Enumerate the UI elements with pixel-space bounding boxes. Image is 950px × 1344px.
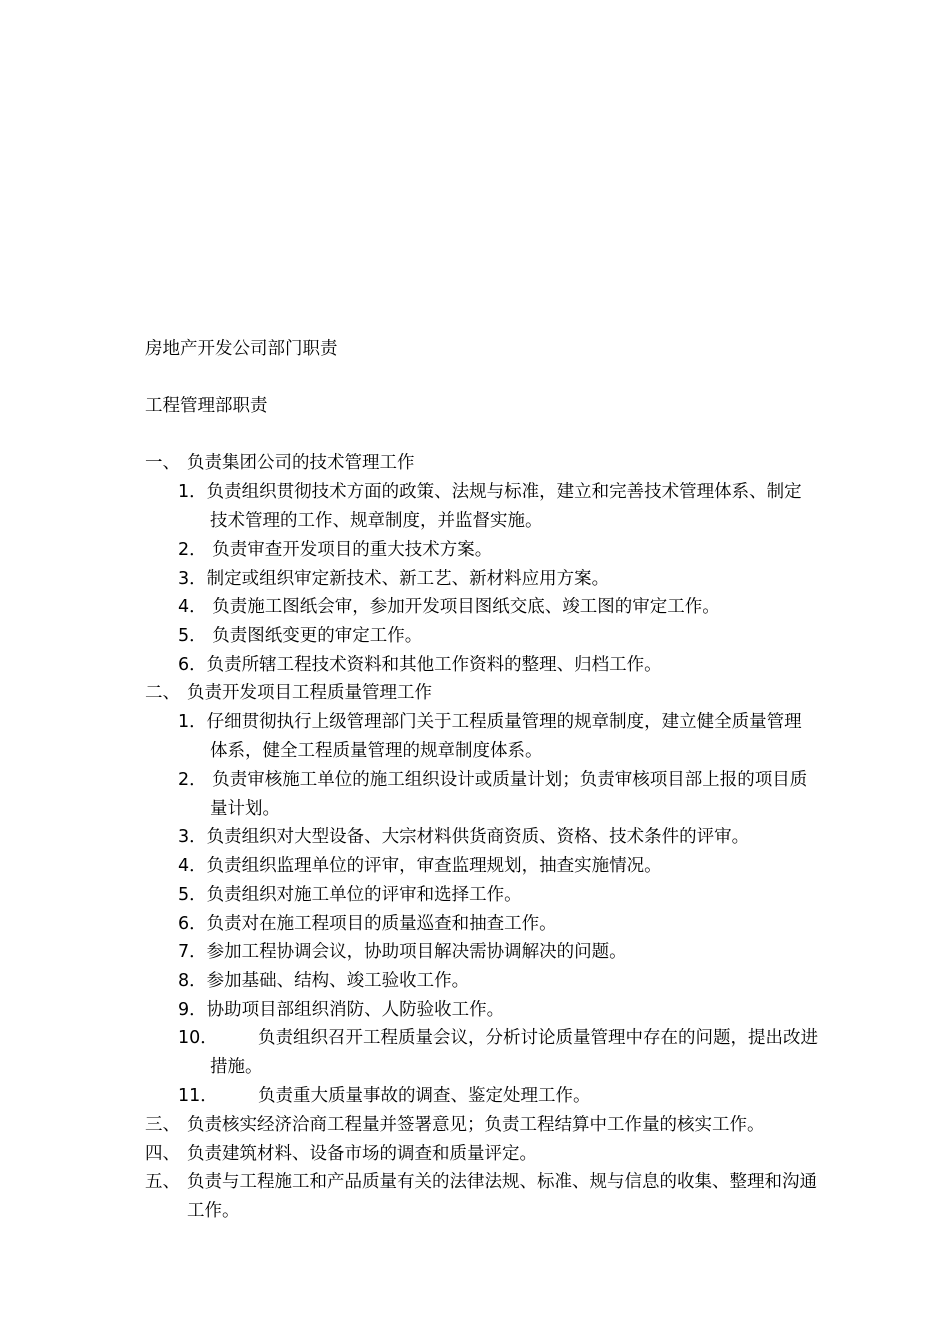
section-4-number: 四、: [145, 1144, 180, 1164]
section-3-heading: 负责核实经济洽商工程量并签署意见；负责工程结算中工作量的核实工作。: [187, 1115, 765, 1135]
section-2-item-10-cont: 措施。: [210, 1057, 263, 1077]
section-2-item-1: 1．仔细贯彻执行上级管理部门关于工程质量管理的规章制度，建立健全质量管理: [178, 712, 802, 732]
document-title: 房地产开发公司部门职责: [145, 339, 338, 359]
section-2-item-2: 2． 负责审核施工单位的施工组织设计或质量计划；负责审核项目部上报的项目质: [178, 770, 808, 790]
section-1-item-6: 6．负责所辖工程技术资料和其他工作资料的整理、归档工作。: [178, 655, 662, 675]
section-2-number: 二、: [145, 683, 180, 703]
section-2-item-9: 9．协助项目部组织消防、人防验收工作。: [178, 1000, 505, 1020]
section-2-item-8: 8．参加基础、结构、竣工验收工作。: [178, 971, 470, 991]
section-2-item-2-cont: 量计划。: [210, 799, 280, 819]
section-1-item-1: 1．负责组织贯彻技术方面的政策、法规与标准，建立和完善技术管理体系、制定: [178, 482, 802, 502]
section-1-item-5: 5． 负责图纸变更的审定工作。: [178, 626, 423, 646]
section-1-number: 一、: [145, 453, 180, 473]
section-2-item-11: 负责重大质量事故的调查、鉴定处理工作。: [258, 1086, 591, 1106]
section-2-item-5: 5．负责组织对施工单位的评审和选择工作。: [178, 885, 522, 905]
section-2-item-7: 7．参加工程协调会议，协助项目解决需协调解决的问题。: [178, 942, 627, 962]
section-2-item-10: 负责组织召开工程质量会议，分析讨论质量管理中存在的问题，提出改进: [258, 1028, 818, 1048]
section-5-heading: 负责与工程施工和产品质量有关的法律法规、标准、规与信息的收集、整理和沟通: [187, 1172, 817, 1192]
section-5-heading-cont: 工作。: [187, 1201, 240, 1221]
section-1-item-2: 2． 负责审查开发项目的重大技术方案。: [178, 540, 493, 560]
section-1-item-1-cont: 技术管理的工作、规章制度，并监督实施。: [210, 511, 543, 531]
section-5-number: 五、: [145, 1172, 180, 1192]
section-2-item-6: 6．负责对在施工程项目的质量巡查和抽查工作。: [178, 914, 557, 934]
section-2-item-3: 3．负责组织对大型设备、大宗材料供货商资质、资格、技术条件的评审。: [178, 827, 750, 847]
section-2-item-4: 4．负责组织监理单位的评审，审查监理规划，抽查实施情况。: [178, 856, 662, 876]
section-2-item-11-number: 11．: [178, 1086, 218, 1106]
section-1-item-3: 3．制定或组织审定新技术、新工艺、新材料应用方案。: [178, 569, 610, 589]
section-4-heading: 负责建筑材料、设备市场的调查和质量评定。: [187, 1144, 537, 1164]
section-2-item-1-cont: 体系，健全工程质量管理的规章制度体系。: [210, 741, 543, 761]
section-3-number: 三、: [145, 1115, 180, 1135]
section-1-heading: 负责集团公司的技术管理工作: [187, 453, 415, 473]
section-1-item-4: 4． 负责施工图纸会审，参加开发项目图纸交底、竣工图的审定工作。: [178, 597, 720, 617]
department-title: 工程管理部职责: [145, 396, 268, 416]
section-2-item-10-number: 10．: [178, 1028, 218, 1048]
section-2-heading: 负责开发项目工程质量管理工作: [187, 683, 432, 703]
